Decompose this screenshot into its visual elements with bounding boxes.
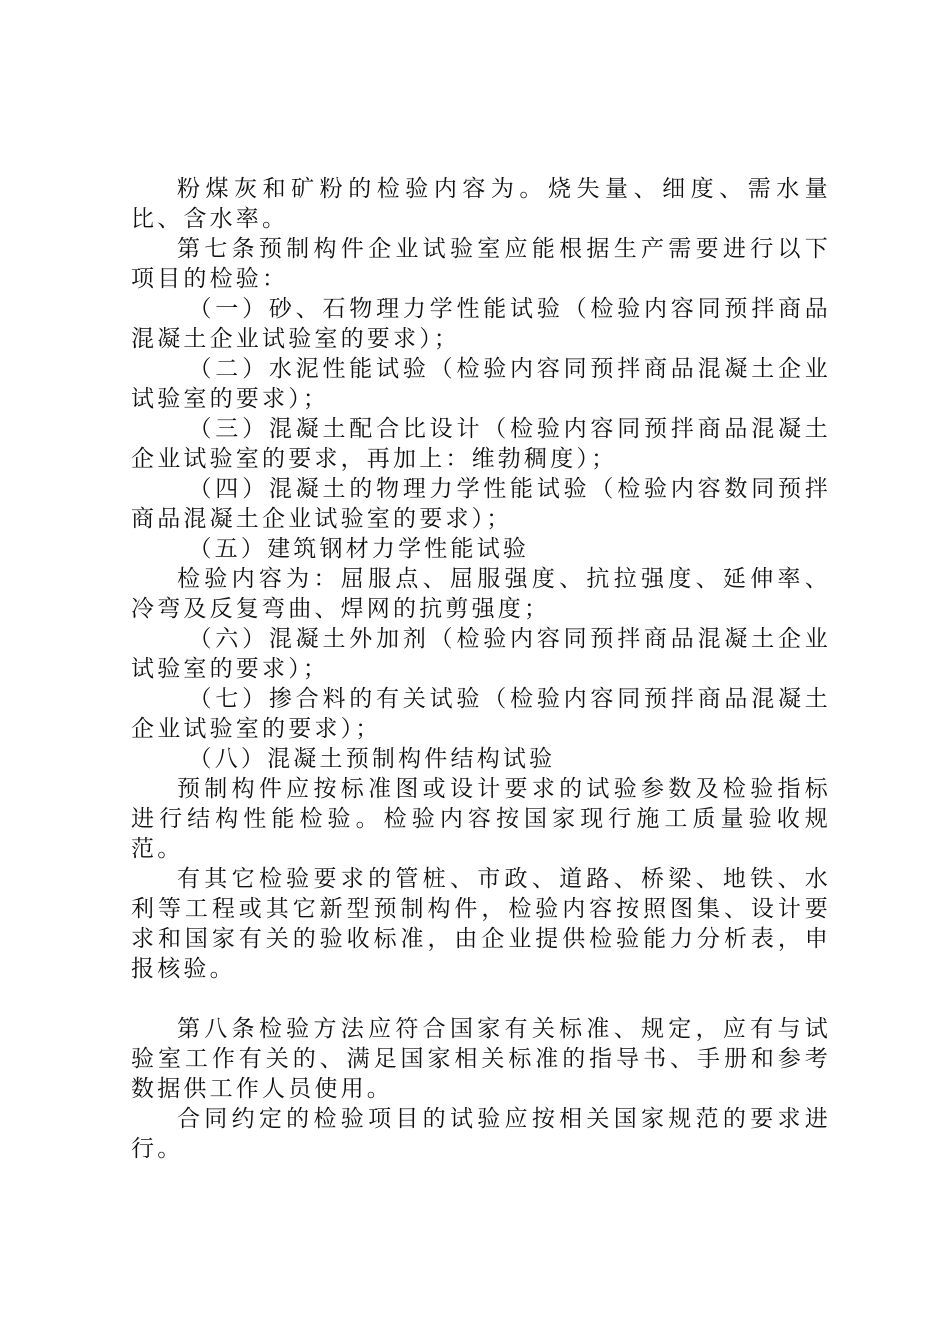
list-item-4: （四）混凝土的物理力学性能试验（检验内容数同预拌商品混凝土企业试验室的要求）；: [131, 476, 831, 532]
paragraph-structural-test: 预制构件应按标准图或设计要求的试验参数及检验指标进行结构性能检验。检验内容按国家现行施工质量验收规范。: [131, 776, 831, 862]
list-item-3: （三）混凝土配合比设计（检验内容同预拌商品混凝土企业试验室的要求，再加上：维勃稠度）；: [131, 416, 831, 472]
paragraph-steel-content: 检验内容为：屈服点、屈服强度、抗拉强度、延伸率、冷弯及反复弯曲、焊网的抗剪强度；: [131, 566, 831, 622]
paragraph-article-7: 第七条预制构件企业试验室应能根据生产需要进行以下项目的检验：: [131, 236, 831, 292]
list-item-8: （八）混凝土预制构件结构试验: [188, 746, 556, 772]
paragraph-other-requirements: 有其它检验要求的管桩、市政、道路、桥梁、地铁、水利等工程或其它新型预制构件，检验内容按照图集、设计要求和国家有关的验收标准，由企业提供检验能力分析表，申报核验。: [131, 866, 831, 982]
document-body: [131, 174, 831, 1164]
paragraph-contract-tests: 合同约定的检验项目的试验应按相关国家规范的要求进行。: [131, 1106, 831, 1162]
list-item-7: （七）掺合料的有关试验（检验内容同预拌商品混凝土企业试验室的要求）；: [131, 686, 831, 742]
list-item-1: （一）砂、石物理力学性能试验（检验内容同预拌商品混凝土企业试验室的要求）；: [131, 296, 831, 352]
list-item-2: （二）水泥性能试验（检验内容同预拌商品混凝土企业试验室的要求）；: [131, 356, 831, 412]
paragraph-article-8: 第八条检验方法应符合国家有关标准、规定，应有与试验室工作有关的、满足国家相关标准的指导书、手册和参考数据供工作人员使用。: [131, 1016, 831, 1102]
list-item-5: （五）建筑钢材力学性能试验: [188, 536, 530, 562]
list-item-6: （六）混凝土外加剂（检验内容同预拌商品混凝土企业试验室的要求）；: [131, 626, 831, 682]
paragraph-fly-ash-content: 粉煤灰和矿粉的检验内容为。烧失量、细度、需水量比、含水率。: [131, 176, 831, 232]
